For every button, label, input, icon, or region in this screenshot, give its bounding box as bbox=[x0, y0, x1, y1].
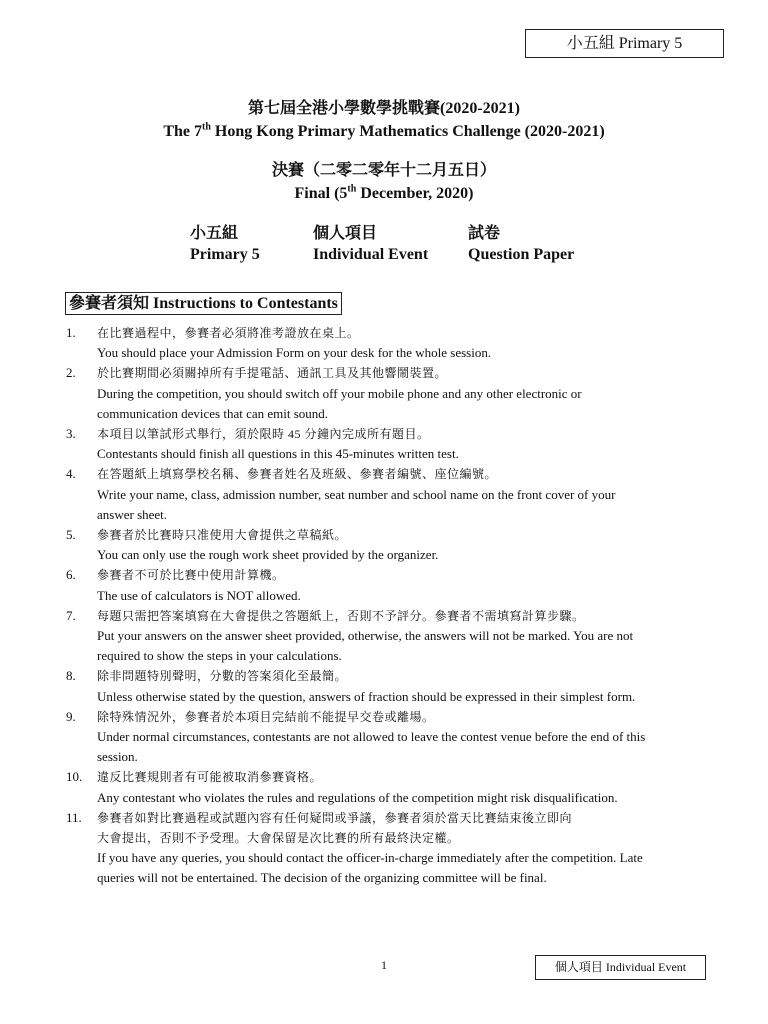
instruction-text bbox=[97, 424, 707, 464]
instruction-line: You should place your Admission Form on your desk for the whole session. bbox=[97, 345, 492, 361]
instruction-text bbox=[97, 707, 707, 768]
instruction-line: 在答題紙上填寫學校名稱、參賽者姓名及班級、參賽者編號、座位編號。 bbox=[97, 467, 498, 482]
instruction-number: 8. bbox=[66, 668, 76, 684]
instruction-line: 參賽者不可於比賽中使用計算機。 bbox=[97, 568, 285, 583]
instruction-line: queries will not be entertained. The decision of the organizing committee will be final. bbox=[97, 870, 547, 886]
final-date-english bbox=[0, 184, 768, 204]
instruction-text bbox=[97, 525, 707, 565]
meta-event-en: Individual Event bbox=[313, 246, 429, 263]
instruction-number: 3. bbox=[66, 426, 76, 441]
title-english-suffix: Hong Kong Primary Mathematics Challenge (2020-2021) bbox=[210, 123, 605, 140]
title-english-sup: th bbox=[202, 121, 211, 133]
instruction-line: During the competition, you should switch off your mobile phone and any other electronic or bbox=[97, 385, 582, 401]
instruction-number: 11. bbox=[66, 809, 82, 825]
title-chinese: 第七屆全港小學數學挑戰賽(2020-2021) bbox=[248, 100, 520, 117]
page-number: 1 bbox=[381, 958, 387, 972]
final-date-english-sup: th bbox=[347, 183, 357, 195]
instruction-text bbox=[97, 767, 707, 807]
instruction-line: You can only use the rough work sheet provided by the organizer. bbox=[97, 547, 439, 563]
instruction-line: 除非問題特別聲明，分數的答案須化至最簡。 bbox=[97, 669, 348, 684]
instruction-line: 每題只需把答案填寫在大會提供之答題紙上，否則不予評分。參賽者不需填寫計算步驟。 bbox=[97, 608, 585, 623]
instruction-line: Write your name, class, admission number, seat number and school name on the front cover of your bbox=[97, 486, 616, 502]
instruction-text bbox=[97, 666, 707, 706]
final-date-english-prefix: Final (5 bbox=[294, 185, 348, 202]
instruction-line: Contestants should finish all questions in this 45-minutes written test. bbox=[97, 446, 459, 462]
instruction-line: Any contestant who violates the rules and regulations of the competition might risk disqualification. bbox=[97, 789, 618, 805]
title-english bbox=[0, 122, 768, 142]
title-english-prefix: The 7 bbox=[163, 123, 203, 140]
instructions-heading: 參賽者須知 Instructions to Contestants bbox=[65, 292, 342, 315]
instruction-text bbox=[97, 565, 707, 605]
instruction-number: 4. bbox=[66, 466, 76, 482]
instruction-line: 參賽者於比賽時只准使用大會提供之草稿紙。 bbox=[97, 528, 348, 542]
meta-grade-en: Primary 5 bbox=[190, 246, 260, 263]
instruction-text bbox=[97, 323, 707, 363]
instruction-number: 10. bbox=[66, 769, 83, 785]
instruction-line: session. bbox=[97, 749, 138, 765]
instruction-line: If you have any queries, you should contact the officer-in-charge immediately after the competition. Late bbox=[97, 850, 643, 866]
instruction-line: Under normal circumstances, contestants are not allowed to leave the contest venue before the end of this bbox=[97, 729, 646, 744]
final-date-chinese: 決賽（二零二零年十二月五日） bbox=[271, 162, 496, 179]
instruction-number: 2. bbox=[66, 365, 76, 381]
meta-grade-zh: 小五組 bbox=[190, 225, 239, 242]
grade-label-box: 小五組 Primary 5 bbox=[525, 29, 724, 58]
instruction-number: 1. bbox=[66, 325, 76, 340]
instruction-text bbox=[97, 464, 707, 525]
instruction-line: 除特殊情況外，參賽者於本項目完結前不能提早交卷或離場。 bbox=[97, 709, 435, 724]
instruction-line: 本項目以筆試形式舉行，須於限時 45 分鐘內完成所有題目。 bbox=[97, 427, 430, 441]
instruction-line: Unless otherwise stated by the question, answers of fraction should be expressed in their simplest form. bbox=[97, 688, 636, 704]
instruction-line: communication devices that can emit sound. bbox=[97, 405, 329, 421]
instruction-line: The use of calculators is NOT allowed. bbox=[97, 587, 301, 603]
instruction-line: 於比賽期間必須關掉所有手提電話、通訊工具及其他響鬧裝置。 bbox=[97, 366, 448, 381]
meta-paper-en: Question Paper bbox=[468, 246, 575, 263]
instruction-line: answer sheet. bbox=[97, 506, 168, 522]
instruction-line: Put your answers on the answer sheet provided, otherwise, the answers will not be marked. You are not bbox=[97, 628, 634, 643]
instruction-line: 大會提出，否則不予受理。大會保留是次比賽的所有最終決定權。 bbox=[97, 831, 460, 845]
footer-event-label: 個人項目 Individual Event bbox=[535, 955, 706, 980]
instruction-number: 7. bbox=[66, 607, 76, 623]
instruction-text bbox=[97, 808, 707, 889]
instruction-number: 6. bbox=[66, 567, 76, 583]
instruction-line: 在比賽過程中，參賽者必須將准考證放在桌上。 bbox=[97, 326, 360, 340]
meta-event-zh: 個人項目 bbox=[313, 225, 378, 242]
final-date-english-suffix: December, 2020) bbox=[356, 185, 474, 202]
instruction-number: 5. bbox=[66, 527, 76, 542]
instruction-line: 參賽者如對比賽過程或試題內容有任何疑問或爭議，參賽者須於當天比賽結束後立即向 bbox=[97, 810, 573, 825]
instruction-text bbox=[97, 606, 707, 667]
meta-paper-zh: 試卷 bbox=[468, 225, 501, 242]
instruction-line: 違反比賽規則者有可能被取消參賽資格。 bbox=[97, 770, 323, 785]
instruction-text bbox=[97, 363, 707, 424]
instruction-number: 9. bbox=[66, 708, 76, 724]
instruction-line: required to show the steps in your calculations. bbox=[97, 648, 342, 664]
